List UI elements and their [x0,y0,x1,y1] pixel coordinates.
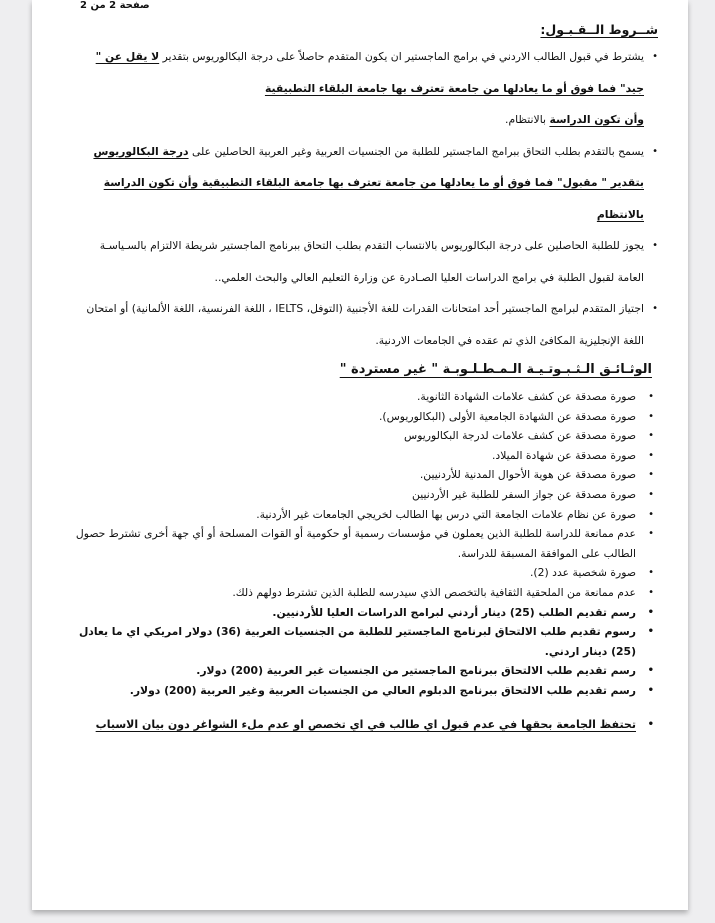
document-text: صورة مصدقة عن كشف علامات الشهادة الثانوية. [416,390,636,403]
page-content [72,22,658,735]
condition-emphasis: لا يقل عن " جيد" فما فوق أو ما يعادلها من جامعة تعترف بها جامعة البلقاء التطبيقية [95,50,644,95]
document-text: رسم تقديم طلب الالتحاق ببرنامج الدبلوم العالي من الجنسيات العربية وغير العربية (200) دولار. [129,683,636,697]
document-text: صورة مصدقة عن الشهادة الجامعية الأولى (البكالوريوس). [378,409,636,423]
document-text: صورة عن نظام علامات الجامعة التي درس بها الطالب لخريجي الجامعات غير الأردنية. [256,507,636,521]
admission-condition [72,293,658,356]
page-number: صفحة 2 من 2 [80,0,150,11]
document-item [72,407,658,427]
document-item [72,661,658,681]
document-item [72,426,658,446]
document-page [32,0,688,910]
condition-text: بالانتظام. [505,113,550,126]
document-text: رسم تقديم الطلب (25) دينار أردني لبرامج الدراسات العليا للأردنيين. [272,605,636,619]
bullet-icon: • [652,240,658,251]
bullet-icon: • [648,528,654,540]
university-rights-note [72,715,658,735]
document-item [72,387,658,407]
document-text: عدم ممانعة للدراسة للطلبة الذين يعملون في مؤسسات رسمية أو حكومية أو القوات المسلحة أو أي جهة أخرى تشترط حصول الطالب على الموافقة المسبقة للدراسة. [75,527,636,560]
document-item [72,583,658,603]
bullet-icon: • [647,626,654,638]
admission-heading: شــروط الــقـبـول: [540,22,658,37]
condition-text: يجوز للطلبة الحاصلين على درجة البكالوريوس بالانتساب التقدم بطلب التحاق ببرنامج الماجستير شريطة الالتزام بالسـياسـة العامة لقبول الطلبة في برامج الدراسات العليا الصـادرة عن وزارة التعليم العالي والبحث العلمي.. [99,239,644,284]
admission-conditions-list [72,41,658,356]
document-item [72,446,658,466]
document-text: صورة مصدقة عن جواز السفر للطلبة غير الأردنيين [412,487,636,501]
bullet-icon: • [647,684,654,696]
document-item [72,465,658,485]
condition-emphasis: وأن تكون الدراسة [549,113,644,126]
note-text: تحتفظ الجامعة بحقها في عدم قبول اي طالب في اي تخصص او عدم ملء الشواغر دون بيان الاسباب [95,717,636,731]
documents-heading: الوثـائـق الـثـبـوتـيـة الـمـطـلـوبـة " غير مستردة " [339,362,652,377]
condition-text: يسمح بالتقدم بطلب التحاق ببرامج الماجستير للطلبة من الجنسيات العربية وغير العربية الحاصلين على [188,144,644,158]
condition-text: يشترط في قبول الطالب الاردني في برامج الماجستير ان يكون المتقدم حاصلاً على درجة البكالوريوس بتقدير [159,50,644,63]
bullet-icon: • [648,586,654,598]
bullet-icon: • [652,303,658,314]
bullet-icon: • [647,665,654,677]
document-text: صورة مصدقة عن كشف علامات لدرجة البكالوريوس [404,429,636,443]
condition-text: اجتياز المتقدم لبرامج الماجستير أحد امتحانات القدرات للغة الأجنبية (التوفل، IELTS ، اللغة الفرنسية، اللغة الألمانية) أو امتحان اللغة الإنجليزية المكافئ الذي تم عقده في الجامعات الاردنية. [86,302,644,347]
document-item [72,563,658,583]
admission-condition [72,136,658,231]
required-documents-list [72,387,658,701]
document-item [72,681,658,701]
bullet-icon: • [648,469,654,481]
document-text: صورة مصدقة عن شهادة الميلاد. [491,448,636,462]
bullet-icon: • [647,718,654,730]
bullet-icon: • [648,567,654,579]
document-item [72,505,658,525]
bullet-icon: • [652,145,658,157]
document-item [72,603,658,623]
bullet-icon: • [648,488,654,500]
document-item [72,622,658,661]
document-text: صورة مصدقة عن هوية الأحوال المدنية للأردنيين. [419,468,636,482]
bullet-icon: • [648,508,654,520]
bullet-icon: • [652,51,658,62]
bullet-icon: • [648,391,654,402]
document-text: رسم تقديم طلب الالتحاق ببرنامج الماجستير من الجنسيات غير العربية (200) دولار. [196,664,636,678]
admission-condition [72,41,658,136]
bullet-icon: • [648,410,654,422]
admission-condition [72,230,658,293]
condition-emphasis: درجة البكالوريوس بتقدير " مقبول" فما فوق أو ما يعادلها من جامعة تعترف بها جامعة البلقاء التطبيقية وأن تكون الدراسة بالانتظام [93,144,644,221]
document-text: رسوم تقديم طلب الالتحاق لبرنامج الماجستير للطلبة من الجنسيات العربية (36) دولار امريكي اي ما يعادل (25) دينار اردني. [78,625,636,658]
document-item [72,524,658,563]
bullet-icon: • [648,449,654,461]
document-item [72,485,658,505]
bullet-icon: • [647,606,654,618]
document-text: عدم ممانعة من الملحقية الثقافية بالتخصص الذي سيدرسه للطلبة الذين تشترط دولهم ذلك. [232,585,636,599]
document-text: صورة شخصية عدد (2). [530,566,636,580]
bullet-icon: • [648,430,654,442]
